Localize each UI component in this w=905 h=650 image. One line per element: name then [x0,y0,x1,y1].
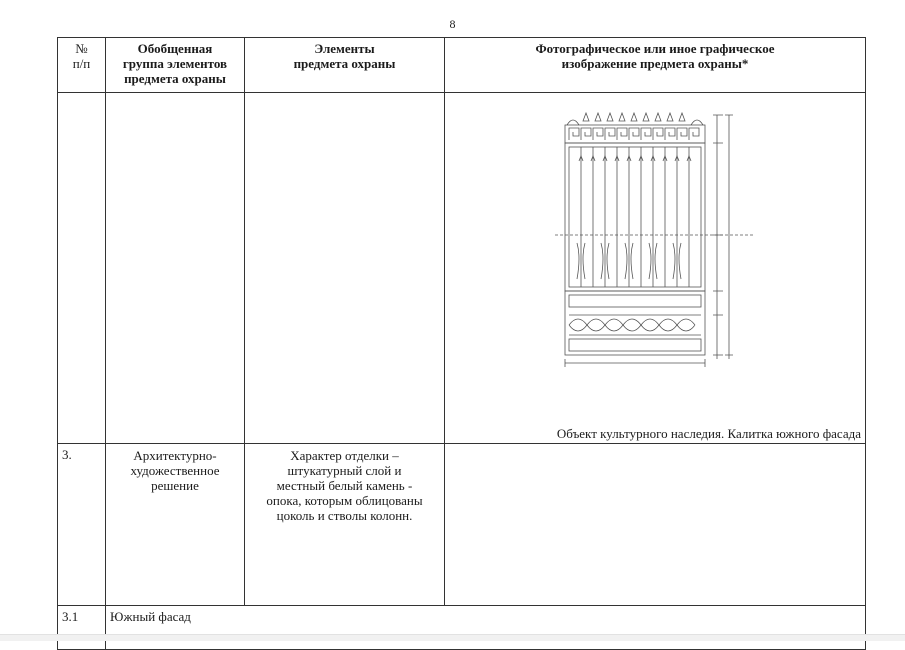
row2-number: 3. [58,444,106,606]
row2-image-cell [445,444,866,606]
row1-num-cell [58,93,106,444]
header-elements: Элементы предмета охраны [245,38,445,93]
table-row [58,444,866,606]
row2-elements: Характер отделки – штукатурный слой и местный белый камень - опока, которым облицованы цоколь и стволы колонн. [245,444,445,606]
table-row [58,606,866,650]
row1-image-cell [445,93,866,444]
gate-drawing-icon [555,103,755,368]
row2-group: Архитектурно- художественное решение [106,444,245,606]
row3-number: 3.1 [58,606,106,650]
row3-title: Южный фасад [106,606,866,650]
header-image: Фотографическое или иное графическое изображение предмета охраны* [445,38,866,93]
row1-group-cell [106,93,245,444]
page-number: 8 [449,17,456,31]
table-header-row [58,38,866,93]
header-number: № п/п [58,38,106,93]
protection-items-table [57,37,866,650]
image-caption: Объект культурного наследия. Калитка южного фасада [556,426,861,441]
header-group: Обобщенная группа элементов предмета охраны [106,38,245,93]
table-row [58,93,866,444]
row1-elements-cell [245,93,445,444]
